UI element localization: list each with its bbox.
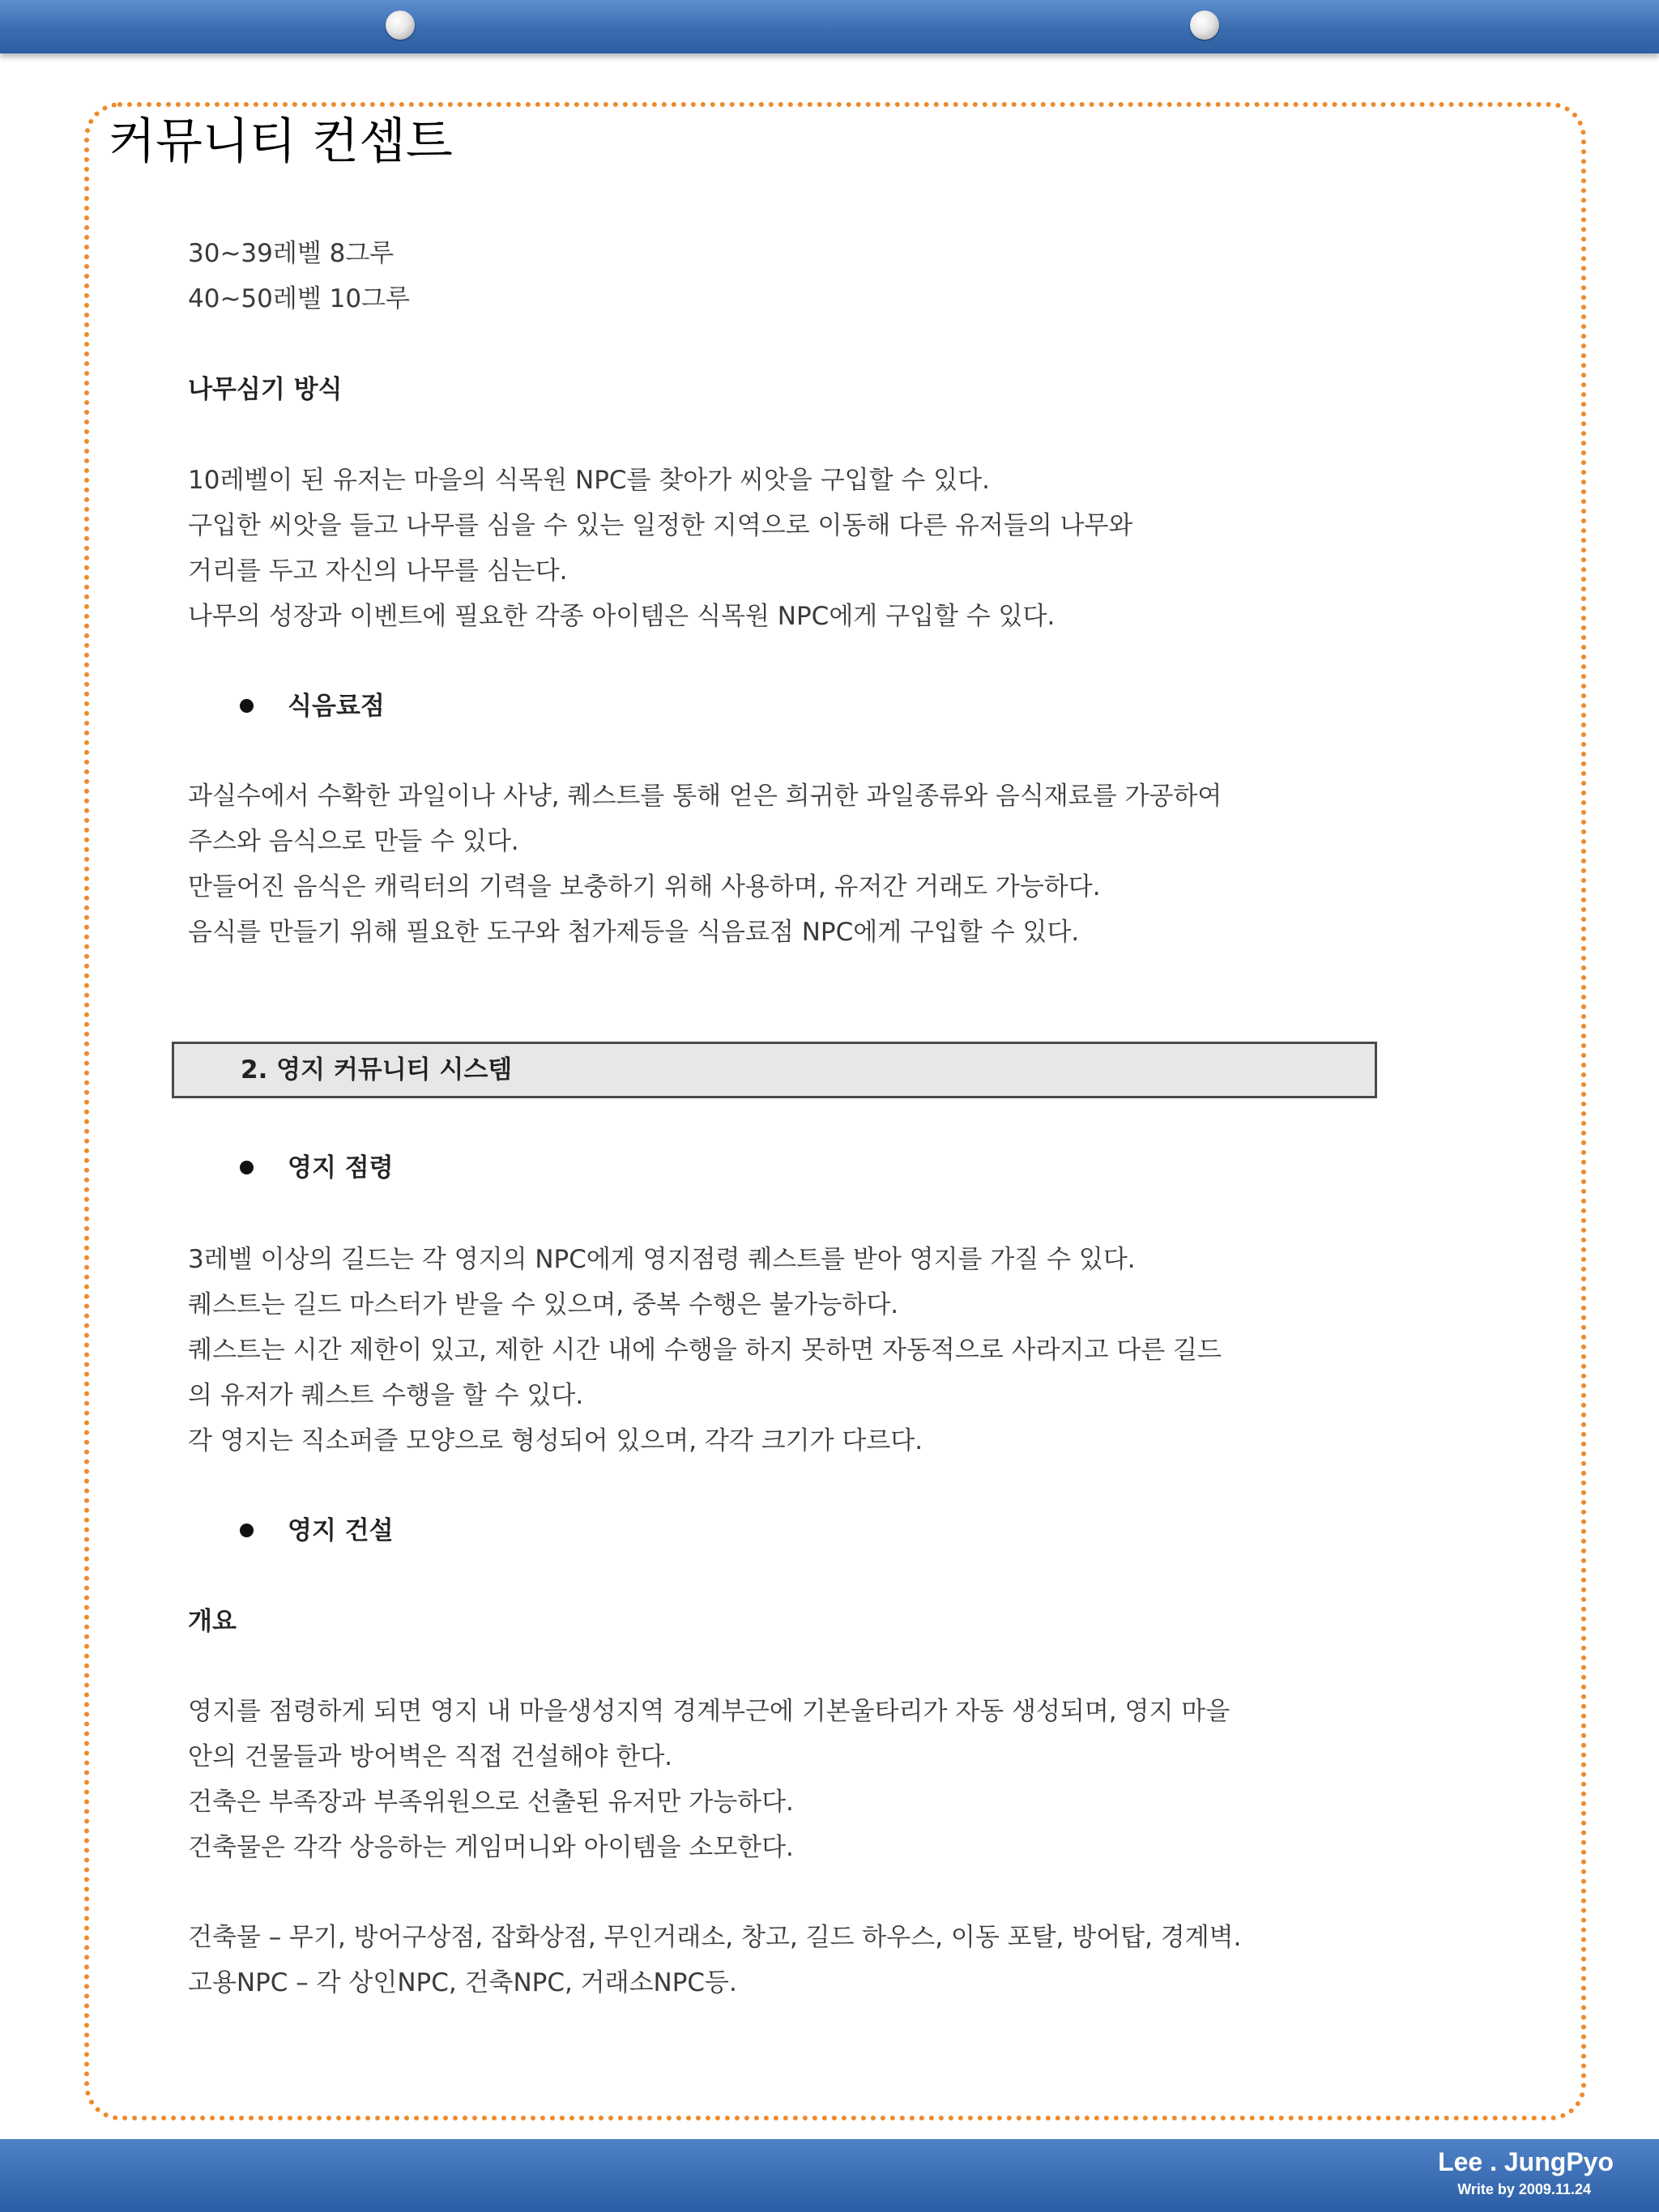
food-shop-line: 만들어진 음식은 캐릭터의 기력을 보충하기 위해 사용하며, 유저간 거래도 가능하다. — [188, 872, 1101, 901]
tree-planting-line: 나무의 성장과 이벤트에 필요한 각종 아이템은 식목원 NPC에게 구입할 수 있다. — [188, 602, 1056, 631]
bottom-banner — [0, 2139, 1659, 2212]
territory-build-heading: 영지 건설 — [288, 1516, 394, 1545]
author-name: Lee . JungPyo — [1438, 2147, 1614, 2176]
binder-ring-left — [386, 11, 415, 40]
section-2-header — [172, 1042, 1377, 1098]
written-date: Write by 2009.11.24 — [1457, 2181, 1591, 2197]
territory-build-line: 영지를 점령하게 되면 영지 내 마을생성지역 경계부근에 기본울타리가 자동 생성되며, 영지 마을 — [188, 1697, 1230, 1726]
level-line: 30~39레벨 8그루 — [188, 239, 394, 268]
tree-planting-heading: 나무심기 방식 — [188, 375, 343, 404]
level-line: 40~50레벨 10그루 — [188, 284, 410, 313]
overview-subheading: 개요 — [188, 1607, 237, 1636]
food-shop-line: 과실수에서 수확한 과일이나 사냥, 퀘스트를 통해 얻은 희귀한 과일종류와 음식재료를 가공하여 — [188, 782, 1222, 811]
territory-capture-heading: 영지 점령 — [288, 1153, 394, 1183]
building-list-line: 건축물 – 무기, 방어구상점, 잡화상점, 무인거래소, 창고, 길드 하우스, 이동 포탈, 방어탑, 경계벽. — [188, 1923, 1242, 1952]
bullet-icon — [240, 699, 254, 713]
top-banner — [0, 0, 1659, 53]
tree-planting-line: 10레벨이 된 유저는 마을의 식목원 NPC를 찾아가 씨앗을 구입할 수 있다. — [188, 466, 990, 495]
territory-capture-line: 각 영지는 직소퍼즐 모양으로 형성되어 있으며, 각각 크기가 다르다. — [188, 1426, 923, 1455]
tree-planting-line: 구입한 씨앗을 들고 나무를 심을 수 있는 일정한 지역으로 이동해 다른 유저들의 나무와 — [188, 511, 1133, 540]
npc-list-line: 고용NPC – 각 상인NPC, 건축NPC, 거래소NPC등. — [188, 1968, 737, 1997]
territory-capture-line: 3레벨 이상의 길드는 각 영지의 NPC에게 영지점령 퀘스트를 받아 영지를 가질 수 있다. — [188, 1245, 1136, 1274]
section-2-title: 2. 영지 커뮤니티 시스템 — [241, 1055, 513, 1085]
territory-build-line: 건축은 부족장과 부족위원으로 선출된 유저만 가능하다. — [188, 1788, 794, 1817]
territory-build-line: 안의 건물들과 방어벽은 직접 건설해야 한다. — [188, 1742, 673, 1771]
territory-capture-line: 퀘스트는 길드 마스터가 받을 수 있으며, 중복 수행은 불가능하다. — [188, 1290, 899, 1319]
territory-capture-line: 의 유저가 퀘스트 수행을 할 수 있다. — [188, 1381, 584, 1410]
tree-planting-line: 거리를 두고 자신의 나무를 심는다. — [188, 556, 568, 586]
territory-build-line: 건축물은 각각 상응하는 게임머니와 아이템을 소모한다. — [188, 1833, 794, 1862]
binder-ring-right — [1190, 11, 1219, 40]
page-title: 커뮤니티 컨셉트 — [109, 113, 453, 170]
food-shop-line: 주스와 음식으로 만들 수 있다. — [188, 827, 519, 856]
bullet-icon — [240, 1524, 254, 1537]
territory-capture-line: 퀘스트는 시간 제한이 있고, 제한 시간 내에 수행을 하지 못하면 자동적으로 사라지고 다른 길드 — [188, 1336, 1222, 1365]
food-shop-heading: 식음료점 — [288, 692, 385, 721]
food-shop-line: 음식를 만들기 위해 필요한 도구와 첨가제등을 식음료점 NPC에게 구입할 수 있다. — [188, 918, 1080, 947]
bullet-icon — [240, 1161, 254, 1174]
